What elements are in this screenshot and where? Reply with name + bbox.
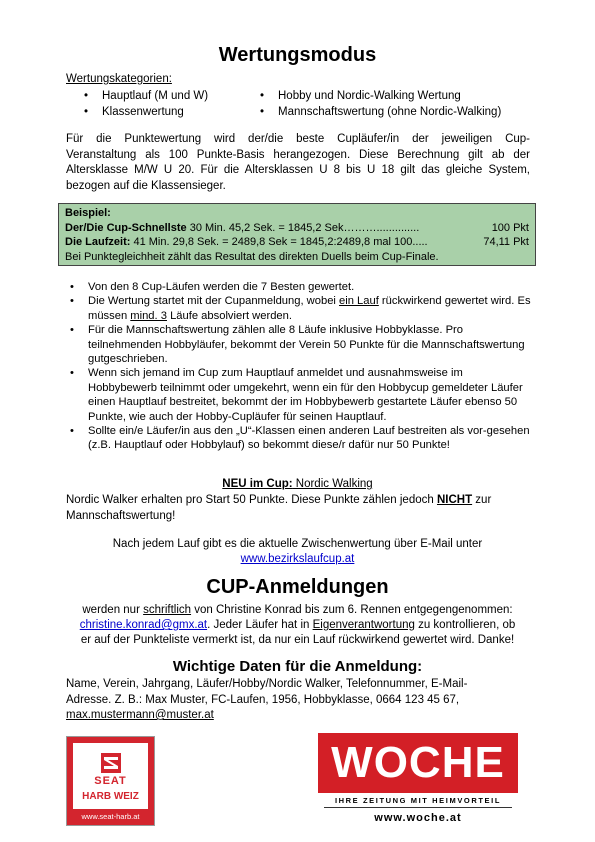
data-line-email: max.mustermann@muster.at bbox=[66, 709, 214, 721]
example-row2-label: Die Laufzeit: bbox=[65, 236, 131, 248]
nordic-heading bbox=[0, 478, 595, 490]
rule-item bbox=[70, 366, 532, 424]
rule-underline: mind. 3 bbox=[130, 309, 167, 322]
intro-line: Veranstaltung als 100 Punkte-Basis herangezogen. Diese Berechnung gilt ab der bbox=[66, 148, 530, 161]
nordic-line: Mannschaftswertung! bbox=[66, 509, 176, 522]
data-title: Wichtige Daten für die Anmeldung: bbox=[172, 658, 423, 675]
category-item: • Hauptlauf (M und W) bbox=[84, 88, 208, 104]
rule-item bbox=[70, 280, 532, 294]
woche-divider bbox=[324, 807, 512, 808]
cup-title: CUP-Anmeldungen bbox=[206, 576, 389, 598]
rule-text: Läufe absolviert werden. bbox=[166, 309, 292, 322]
intro-line: bezogen auf die Klassensieger. bbox=[66, 179, 226, 192]
example-row1-text: 30 Min. 45,2 Sek. = 1845,2 Sek……….............. bbox=[186, 221, 420, 234]
rule-text: Wenn sich jemand im Cup zum Hauptlauf anmeldet und ausnahmsweise im Hobbybewerb teilnimmt oder umgekehrt, wenn ein für den Hobbycup gemeldeter Läufer einen Hauptlauf bestreitet, bekommt der im Hobbybewerb gestartete Läufer ebenso 50 Punkte, wie auch der Hobby-Cupläufer für seinen Hauptlauf. bbox=[88, 367, 523, 423]
woche-url: www.woche.at bbox=[374, 812, 462, 824]
category-item: • Hobby und Nordic-Walking Wertung bbox=[260, 88, 501, 104]
registration-line-1 bbox=[0, 604, 595, 616]
example-heading: Beispiel: bbox=[65, 207, 111, 219]
intro-line: Altersklasse M/W U 20. Für die Altersklassen U 8 bis U 18 gilt das gleiche System, bbox=[66, 164, 530, 177]
reg-text: von Christine Konrad bis zum 6. Rennen entgegengenommen: bbox=[191, 604, 513, 616]
intro-paragraph bbox=[66, 132, 530, 194]
rule-text: rückwirkend gewertet wird. Es müssen bbox=[88, 295, 531, 322]
example-box bbox=[58, 203, 536, 266]
seat-brand-text: SEAT bbox=[94, 775, 127, 787]
seat-url: www.seat-harb.at bbox=[81, 812, 140, 821]
rule-text: Von den 8 Cup-Läufen werden die 7 Besten gewertet. bbox=[88, 281, 355, 293]
update-line: Nach jedem Lauf gibt es die aktuelle Zwischenwertung über E-Mail unter bbox=[112, 538, 483, 550]
example-row2-text: 41 Min. 29,8 Sek. = 2489,8 Sek = 1845,2:2489,8 mal 100..... bbox=[130, 236, 428, 248]
page-title: Wertungsmodus bbox=[218, 44, 377, 66]
rule-text: Für die Mannschaftswertung zählen alle 8 Läufe inklusive Hobbyklasse. Pro teilnehmenden Hobbyläufer, bekommt der Verein 50 Punkte für die Mannschaftswertung gutgeschrieben. bbox=[88, 324, 525, 366]
data-paragraph bbox=[66, 677, 467, 724]
example-row-time bbox=[65, 235, 529, 250]
data-line: Adresse. Z. B.: Max Muster, FC-Laufen, 1956, Hobbyklasse, 0664 123 45 67, bbox=[66, 693, 460, 706]
categories-col-1 bbox=[84, 88, 208, 120]
woche-tagline: IHRE ZEITUNG MIT HEIMVORTEIL bbox=[334, 796, 502, 805]
reg-underline: schriftlich bbox=[143, 604, 192, 616]
category-item: • Klassenwertung bbox=[84, 104, 208, 120]
seat-s-icon bbox=[99, 751, 123, 775]
registration-line-3: er auf der Punkteliste vermerkt ist, da nur ein Lauf rückwirkend gewertet wird. Danke! bbox=[80, 634, 515, 646]
woche-word: WOCHE bbox=[331, 738, 505, 787]
example-note: Bei Punktegleichheit zählt das Resultat des direkten Duells beim Cup-Finale. bbox=[65, 250, 439, 263]
example-row2-points: 74,11 Pkt bbox=[483, 236, 529, 248]
nordic-text: Nordic Walker erhalten pro Start 50 Punkte. Diese Punkte zählen jedoch bbox=[66, 494, 437, 506]
nordic-nicht: NICHT bbox=[436, 494, 473, 506]
example-row1-points: 100 Pkt bbox=[491, 221, 529, 234]
registration-line-2 bbox=[0, 619, 595, 631]
nordic-paragraph bbox=[66, 493, 491, 524]
reg-text: zu kontrollieren, ob bbox=[414, 619, 516, 631]
nordic-text: zur bbox=[472, 494, 492, 506]
seat-dealer-text: HARB WEIZ bbox=[82, 791, 139, 802]
rule-underline: ein Lauf bbox=[339, 295, 379, 308]
categories-col-2 bbox=[260, 88, 501, 120]
woche-logo bbox=[318, 733, 518, 825]
intro-line: Für die Punktewertung wird der/die beste Cupläufer/in der jeweiligen Cup- bbox=[66, 133, 530, 145]
categories-heading: Wertungskategorien: bbox=[66, 73, 172, 85]
reg-underline: Eigenverantwortung bbox=[312, 619, 415, 631]
seat-logo-panel bbox=[73, 743, 148, 809]
rule-item bbox=[70, 294, 532, 323]
seat-harb-logo bbox=[66, 736, 155, 826]
rule-text: Sollte ein/e Läufer/in aus den „U“-Klassen einen anderen Lauf bestreiten als vor-gesehen (z.B. Hauptlauf oder Hobbylauf) so bekommt diese/r dafür nur 50 Punkte! bbox=[88, 425, 530, 452]
rule-text: Die Wertung startet mit der Cupanmeldung, wobei bbox=[88, 295, 340, 308]
category-item: • Mannschaftswertung (ohne Nordic-Walking) bbox=[260, 104, 501, 120]
email-link[interactable]: christine.konrad@gmx.at bbox=[79, 619, 208, 631]
nordic-new-label: NEU im Cup: bbox=[222, 478, 293, 490]
bezirkslaufcup-link[interactable]: www.bezirkslaufcup.at bbox=[240, 553, 355, 565]
update-link-row bbox=[0, 553, 595, 565]
reg-text: . Jeder Läufer hat in bbox=[207, 619, 313, 631]
rule-item bbox=[70, 424, 532, 453]
example-row1-label: Der/Die Cup-Schnellste bbox=[65, 221, 187, 234]
example-row-fastest bbox=[65, 221, 529, 236]
reg-text: werden nur bbox=[82, 604, 144, 616]
data-line: Name, Verein, Jahrgang, Läufer/Hobby/Nordic Walker, Telefonnummer, E-Mail- bbox=[66, 678, 468, 690]
nordic-new-text: Nordic Walking bbox=[292, 478, 373, 490]
rule-item bbox=[70, 323, 532, 366]
rules-list bbox=[70, 280, 532, 453]
nordic-line bbox=[66, 493, 491, 509]
